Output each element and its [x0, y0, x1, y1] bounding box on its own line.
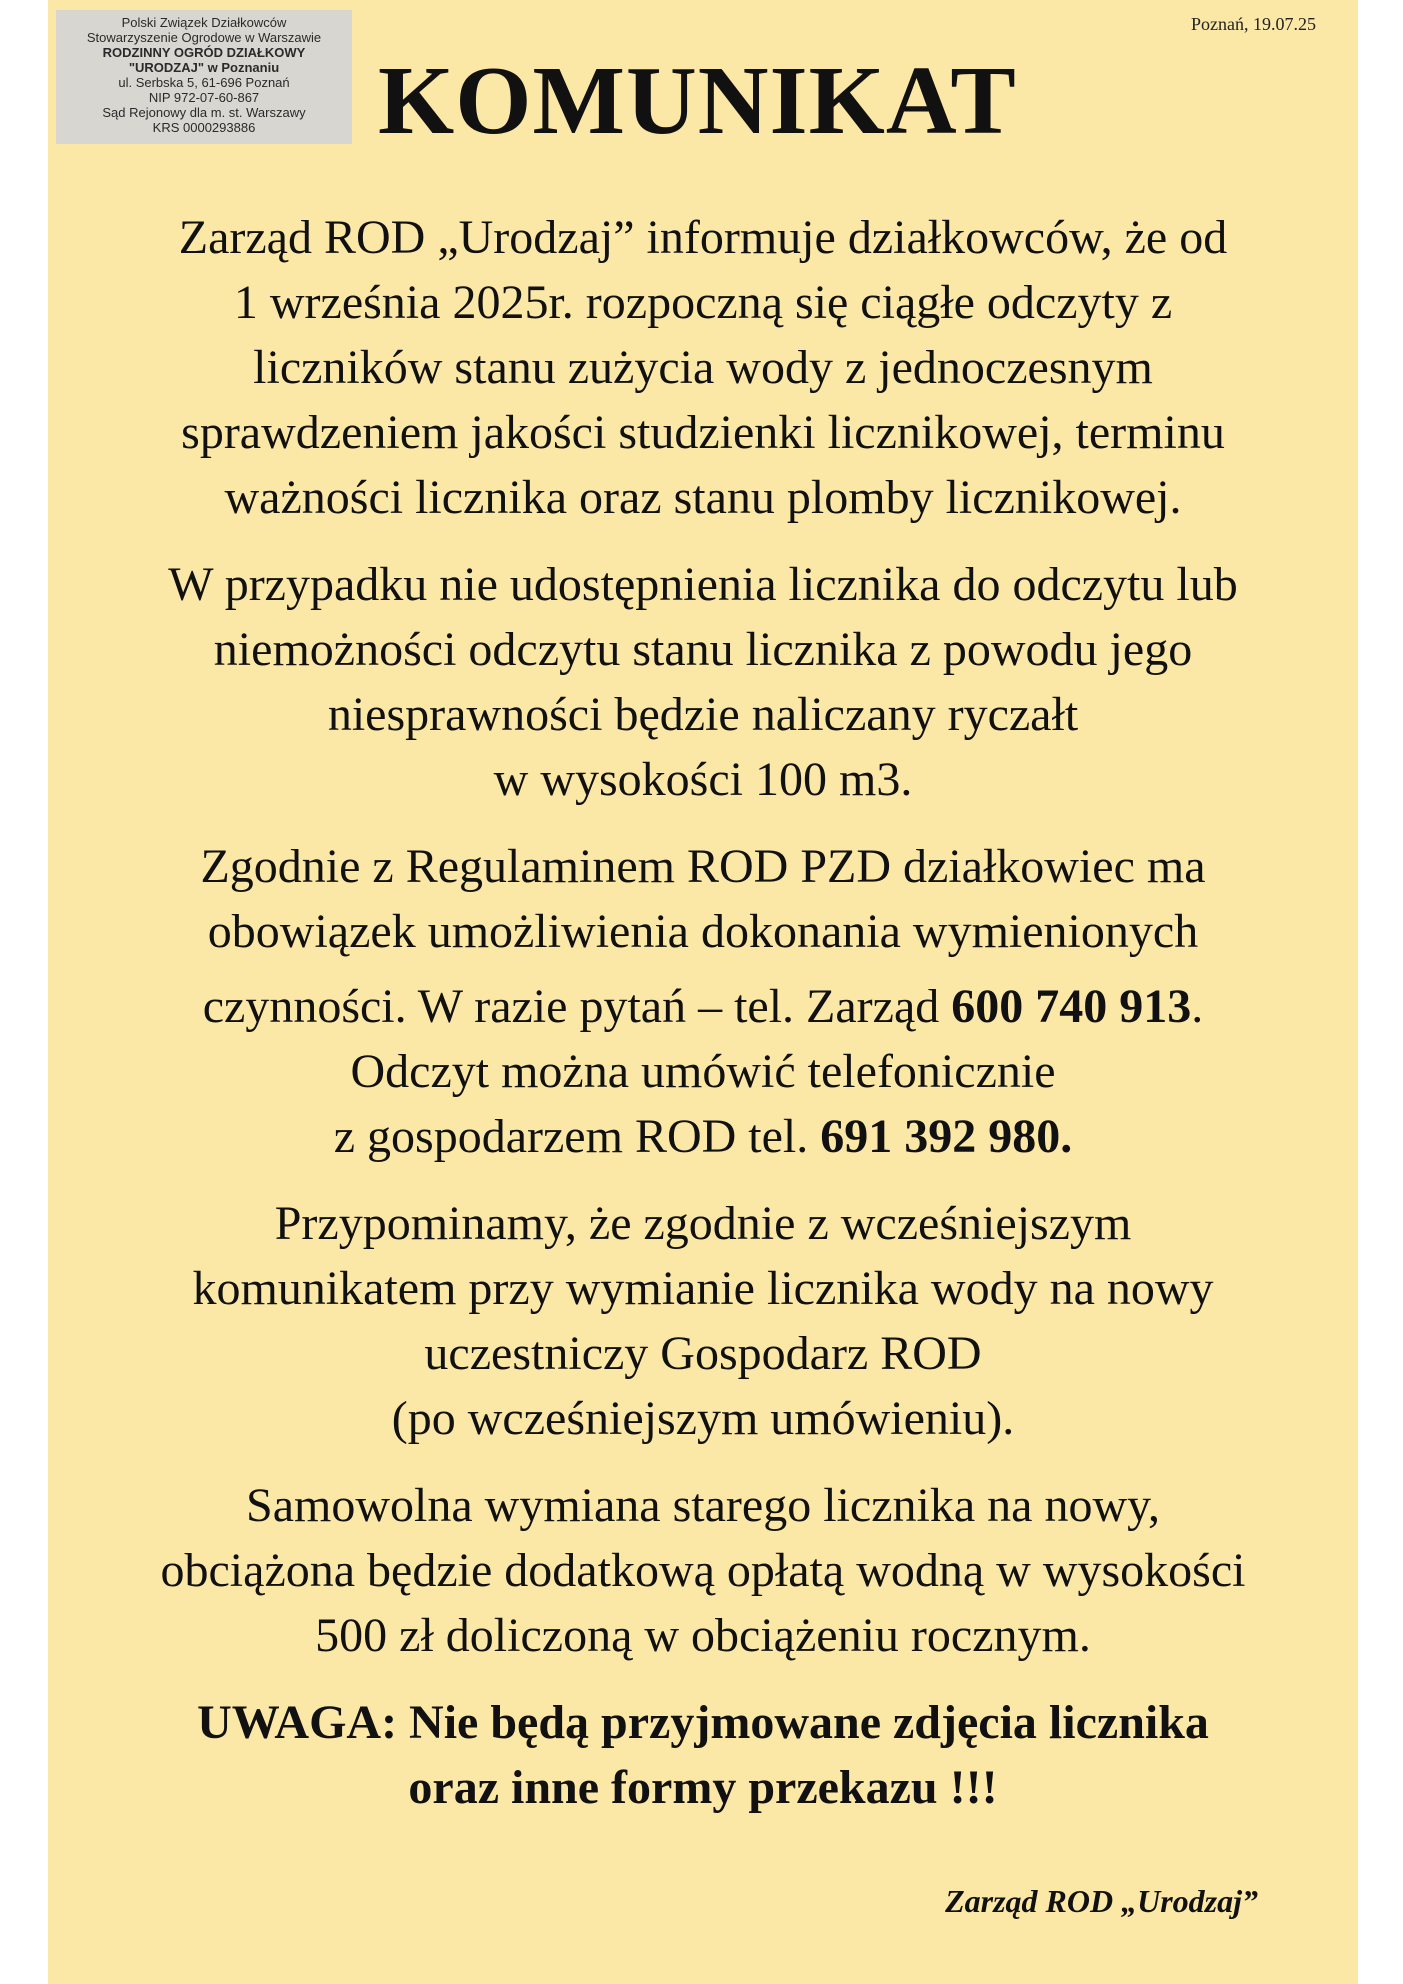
text-line	[48, 1104, 1358, 1169]
notice-page	[48, 0, 1358, 1984]
host-phone-number: 691 392 980.	[820, 1110, 1073, 1163]
paragraph-contact	[48, 834, 1358, 1169]
signature: Zarząd ROD „Urodzaj”	[945, 1883, 1258, 1919]
notice-body	[48, 205, 1358, 1820]
text-line: liczników stanu zużycia wody z jednoczesnym	[253, 341, 1153, 394]
text-fragment: czynności. W razie pytań – tel. Zarząd	[202, 980, 952, 1033]
text-line: w wysokości 100 m3.	[493, 753, 913, 806]
text-line: Przypominamy, że zgodnie z wcześniejszym	[274, 1197, 1132, 1250]
text-fragment: z gospodarzem ROD tel.	[333, 1110, 821, 1163]
stamp-line: KRS 0000293886	[152, 120, 256, 135]
paragraph-flat-rate	[48, 552, 1358, 812]
paragraph-meter-replacement	[48, 1191, 1358, 1451]
organization-stamp	[56, 10, 352, 144]
text-fragment: .	[1191, 980, 1204, 1033]
stamp-line: NIP 972-07-60-867	[148, 90, 260, 105]
text-line	[48, 974, 1358, 1039]
warning-notice	[48, 1690, 1358, 1820]
text-line: ważności licznika oraz stanu plomby licznikowej.	[224, 471, 1182, 524]
text-line: oraz inne formy przekazu !!!	[408, 1761, 998, 1814]
text-line: W przypadku nie udostępnienia licznika do odczytu lub	[168, 558, 1238, 611]
stamp-line: Sąd Rejonowy dla m. st. Warszawy	[102, 105, 306, 120]
board-phone-number: 600 740 913	[951, 980, 1192, 1033]
paragraph-reading-schedule	[48, 205, 1358, 530]
text-line: 500 zł doliczoną w obciążeniu rocznym.	[315, 1609, 1091, 1662]
text-line: (po wcześniejszym umówieniu).	[391, 1392, 1015, 1445]
stamp-line: RODZINNY OGRÓD DZIAŁKOWY	[102, 45, 306, 60]
text-line: Samowolna wymiana starego licznika na nowy,	[246, 1479, 1160, 1532]
text-line: Zgodnie z Regulaminem ROD PZD działkowiec ma	[200, 840, 1206, 893]
notice-date: Poznań, 19.07.25	[1191, 14, 1316, 34]
stamp-line: "URODZAJ" w Poznaniu	[128, 60, 280, 75]
text-line: Zarząd ROD „Urodzaj” informuje działkowców, że od	[178, 211, 1228, 264]
paragraph-penalty	[48, 1473, 1358, 1668]
stamp-line: ul. Serbska 5, 61-696 Poznań	[118, 75, 290, 90]
stamp-line: Stowarzyszenie Ogrodowe w Warszawie	[86, 30, 322, 45]
text-line: obowiązek umożliwienia dokonania wymienionych	[207, 905, 1199, 958]
text-line: komunikatem przy wymianie licznika wody na nowy	[192, 1262, 1214, 1315]
stamp-line: Polski Związek Działkowców	[121, 15, 287, 30]
text-line: uczestniczy Gospodarz ROD	[424, 1327, 982, 1380]
text-line: UWAGA: Nie będą przyjmowane zdjęcia licznika	[197, 1696, 1209, 1749]
text-line: Odczyt można umówić telefonicznie	[350, 1045, 1056, 1098]
text-line: niesprawności będzie naliczany ryczałt	[327, 688, 1079, 741]
text-line: sprawdzeniem jakości studzienki licznikowej, terminu	[181, 406, 1225, 459]
page-title: KOMUNIKAT	[378, 47, 1017, 155]
text-line: obciążona będzie dodatkową opłatą wodną w wysokości	[160, 1544, 1246, 1597]
text-line: niemożności odczytu stanu licznika z powodu jego	[213, 623, 1193, 676]
text-line: 1 września 2025r. rozpoczną się ciągłe odczyty z	[233, 276, 1173, 329]
